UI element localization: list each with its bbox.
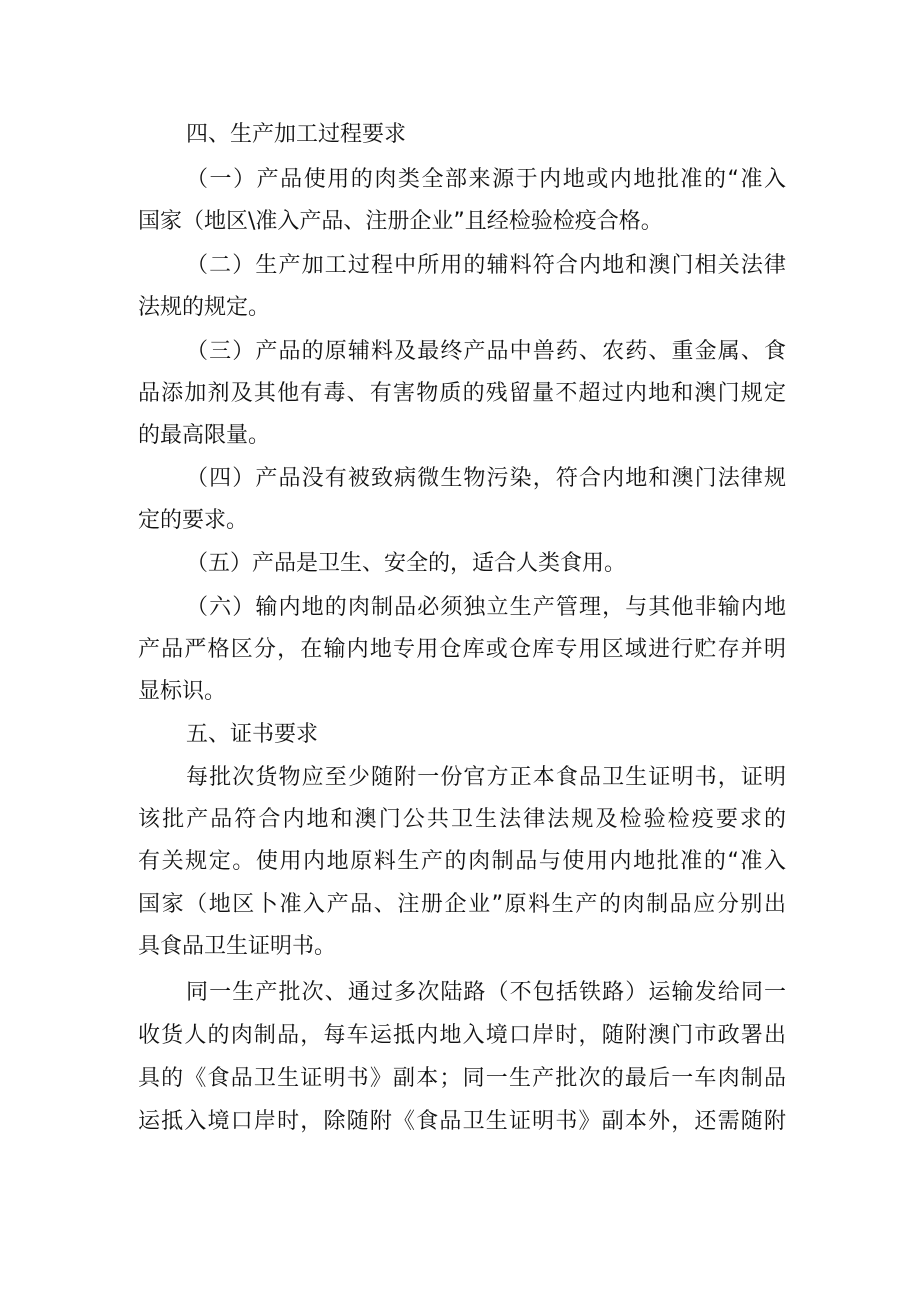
paragraph-line: 具食品卫生证明书。 xyxy=(138,934,337,959)
paragraph-line: （五）产品是卫生、安全的，适合人类食用。 xyxy=(186,551,627,576)
paragraph-line: 收货人的肉制品，每车运抵内地入境口岸时，随附澳门市政署出 xyxy=(138,1023,786,1048)
paragraph-line: 产品严格区分，在输内地专用仓库或仓库专用区域进行贮存并明 xyxy=(138,637,786,662)
paragraph-line: 定的要求。 xyxy=(138,508,249,533)
paragraph-line: 法规的规定。 xyxy=(138,295,271,320)
paragraph-line: 有关规定。使用内地原料生产的肉制品与使用内地批准的“准入 xyxy=(138,849,786,874)
paragraph-line: 显标识。 xyxy=(138,679,227,704)
section-heading-production: 四、生产加工过程要求 xyxy=(186,122,407,147)
paragraph-line: （三）产品的原辅料及最终产品中兽药、农药、重金属、食 xyxy=(186,339,786,364)
paragraph-line: 的最高限量。 xyxy=(138,423,271,448)
paragraph-line: （六）输内地的肉制品必须独立生产管理，与其他非输内地 xyxy=(186,595,786,620)
paragraph-line: （二）生产加工过程中所用的辅料符合内地和澳门相关法律 xyxy=(186,253,786,278)
paragraph-line: 运抵入境口岸时，除随附《食品卫生证明书》副本外，还需随附 xyxy=(138,1109,786,1134)
section-heading-certificate: 五、证书要求 xyxy=(186,722,319,747)
paragraph-line: 国家（地区\准入产品、注册企业”且经检验检疫合格。 xyxy=(138,209,663,234)
paragraph-line: 具的《食品卫生证明书》副本；同一生产批次的最后一车肉制品 xyxy=(138,1066,786,1091)
paragraph-line: 同一生产批次、通过多次陆路（不包括铁路）运输发给同一 xyxy=(186,980,786,1005)
paragraph-line: 品添加剂及其他有毒、有害物质的残留量不超过内地和澳门规定 xyxy=(138,381,786,406)
paragraph-line: （四）产品没有被致病微生物污染，符合内地和澳门法律规 xyxy=(186,466,786,491)
paragraph-line: 每批次货物应至少随附一份官方正本食品卫生证明书，证明 xyxy=(186,765,786,790)
paragraph-line: 国家（地区卜准入产品、注册企业”原料生产的肉制品应分别出 xyxy=(138,892,786,917)
paragraph-line: 该批产品符合内地和澳门公共卫生法律法规及检验检疫要求的 xyxy=(138,807,786,832)
paragraph-line: （一）产品使用的肉类全部来源于内地或内地批准的“准入 xyxy=(186,167,786,192)
